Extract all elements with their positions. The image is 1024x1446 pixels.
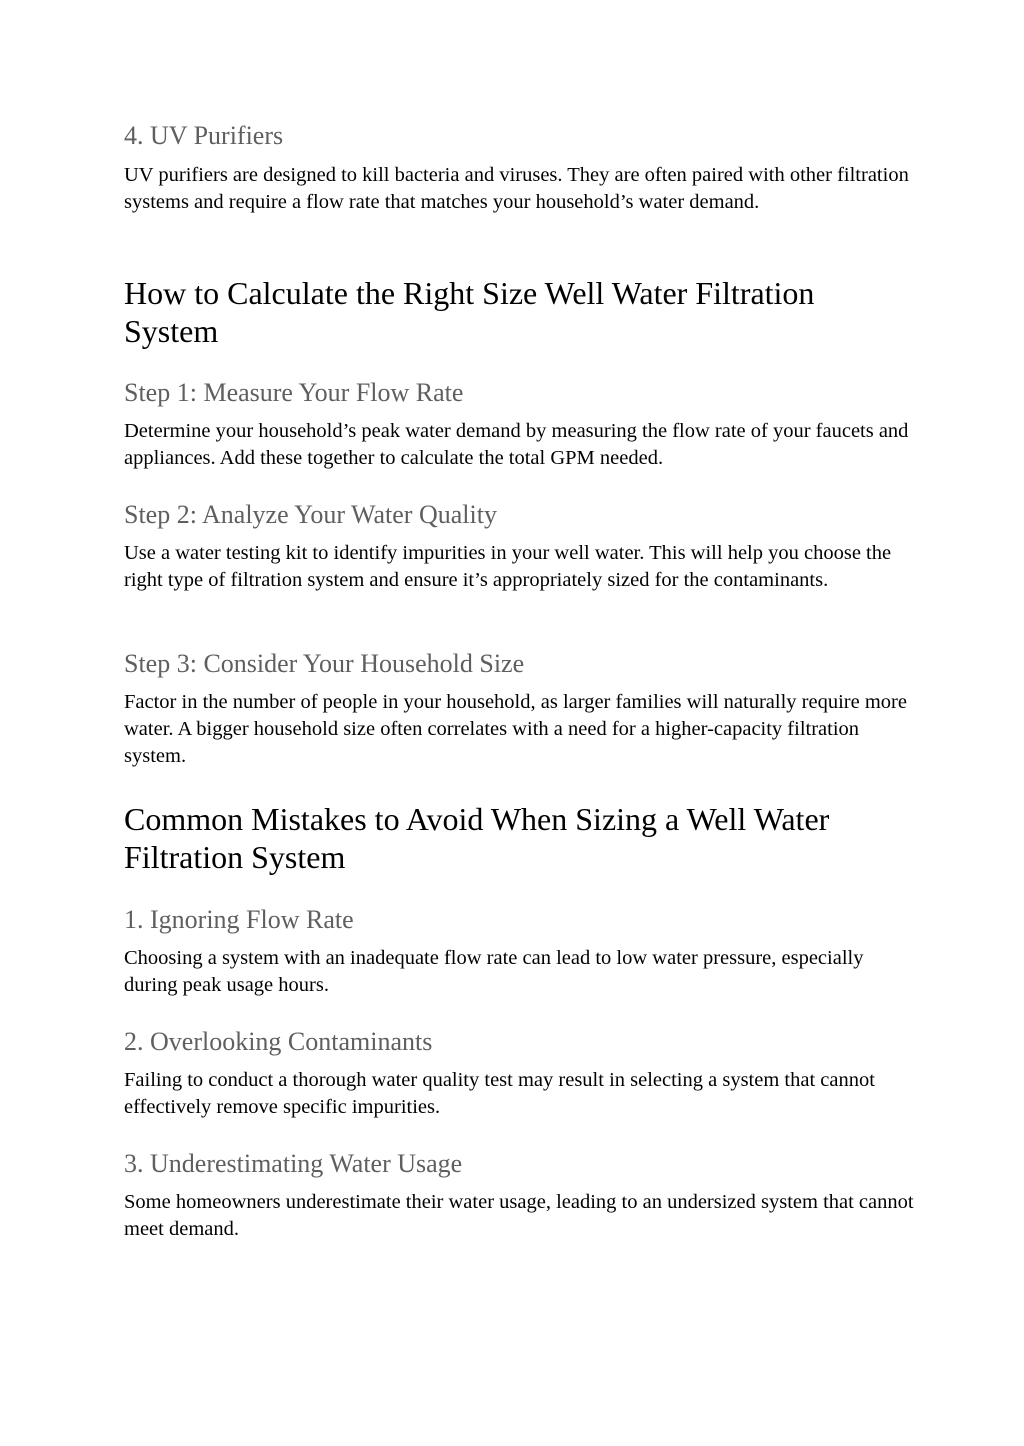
section-mistake-1 (124, 905, 914, 935)
paragraph-uv-purifiers: UV purifiers are designed to kill bacteria and viruses. They are often paired with other filtration systems and require a flow rate that matches your household’s water demand. (124, 164, 909, 213)
section-common-mistakes (124, 800, 914, 876)
paragraph-step-3: Factor in the number of people in your household, as larger families will naturally require more water. A bigger household size often correlates with a need for a higher-capacity filtration system. (124, 691, 907, 767)
section-calculate-size (124, 274, 914, 350)
section-uv-purifiers (124, 121, 914, 151)
paragraph-mistake-1: Choosing a system with an inadequate flow rate can lead to low water pressure, especially during peak usage hours. (124, 947, 864, 996)
paragraph-step-1-container (124, 418, 914, 472)
paragraph-step-3-container (124, 689, 914, 770)
subheading-uv-purifiers: 4. UV Purifiers (124, 121, 284, 150)
section-mistake-3 (124, 1149, 914, 1179)
paragraph-mistake-2: Failing to conduct a thorough water quality test may result in selecting a system that cannot effectively remove specific impurities. (124, 1069, 875, 1118)
subheading-step-3: Step 3: Consider Your Household Size (124, 649, 525, 678)
subheading-mistake-3: 3. Underestimating Water Usage (124, 1149, 463, 1178)
paragraph-mistake-1-container (124, 945, 914, 999)
paragraph-mistake-2-container (124, 1067, 914, 1121)
paragraph-mistake-3-container (124, 1189, 914, 1243)
subheading-mistake-1: 1. Ignoring Flow Rate (124, 905, 354, 934)
section-step-3 (124, 649, 914, 679)
paragraph-mistake-3: Some homeowners underestimate their water usage, leading to an undersized system that cannot meet demand. (124, 1191, 914, 1240)
paragraph-uv-purifiers-container (124, 162, 914, 216)
subheading-step-2: Step 2: Analyze Your Water Quality (124, 500, 497, 529)
paragraph-step-2-container (124, 540, 914, 594)
heading-common-mistakes: Common Mistakes to Avoid When Sizing a Well Water Filtration System (124, 801, 830, 875)
subheading-step-1: Step 1: Measure Your Flow Rate (124, 378, 464, 407)
paragraph-step-2: Use a water testing kit to identify impurities in your well water. This will help you choose the right type of filtration system and ensure it’s appropriately sized for the contaminants. (124, 542, 892, 591)
section-step-1 (124, 378, 914, 408)
section-step-2 (124, 500, 914, 530)
paragraph-step-1: Determine your household’s peak water demand by measuring the flow rate of your faucets and appliances. Add these together to calculate the total GPM needed. (124, 420, 909, 469)
subheading-mistake-2: 2. Overlooking Contaminants (124, 1027, 433, 1056)
section-mistake-2 (124, 1027, 914, 1057)
heading-calculate-size: How to Calculate the Right Size Well Water Filtration System (124, 275, 815, 349)
